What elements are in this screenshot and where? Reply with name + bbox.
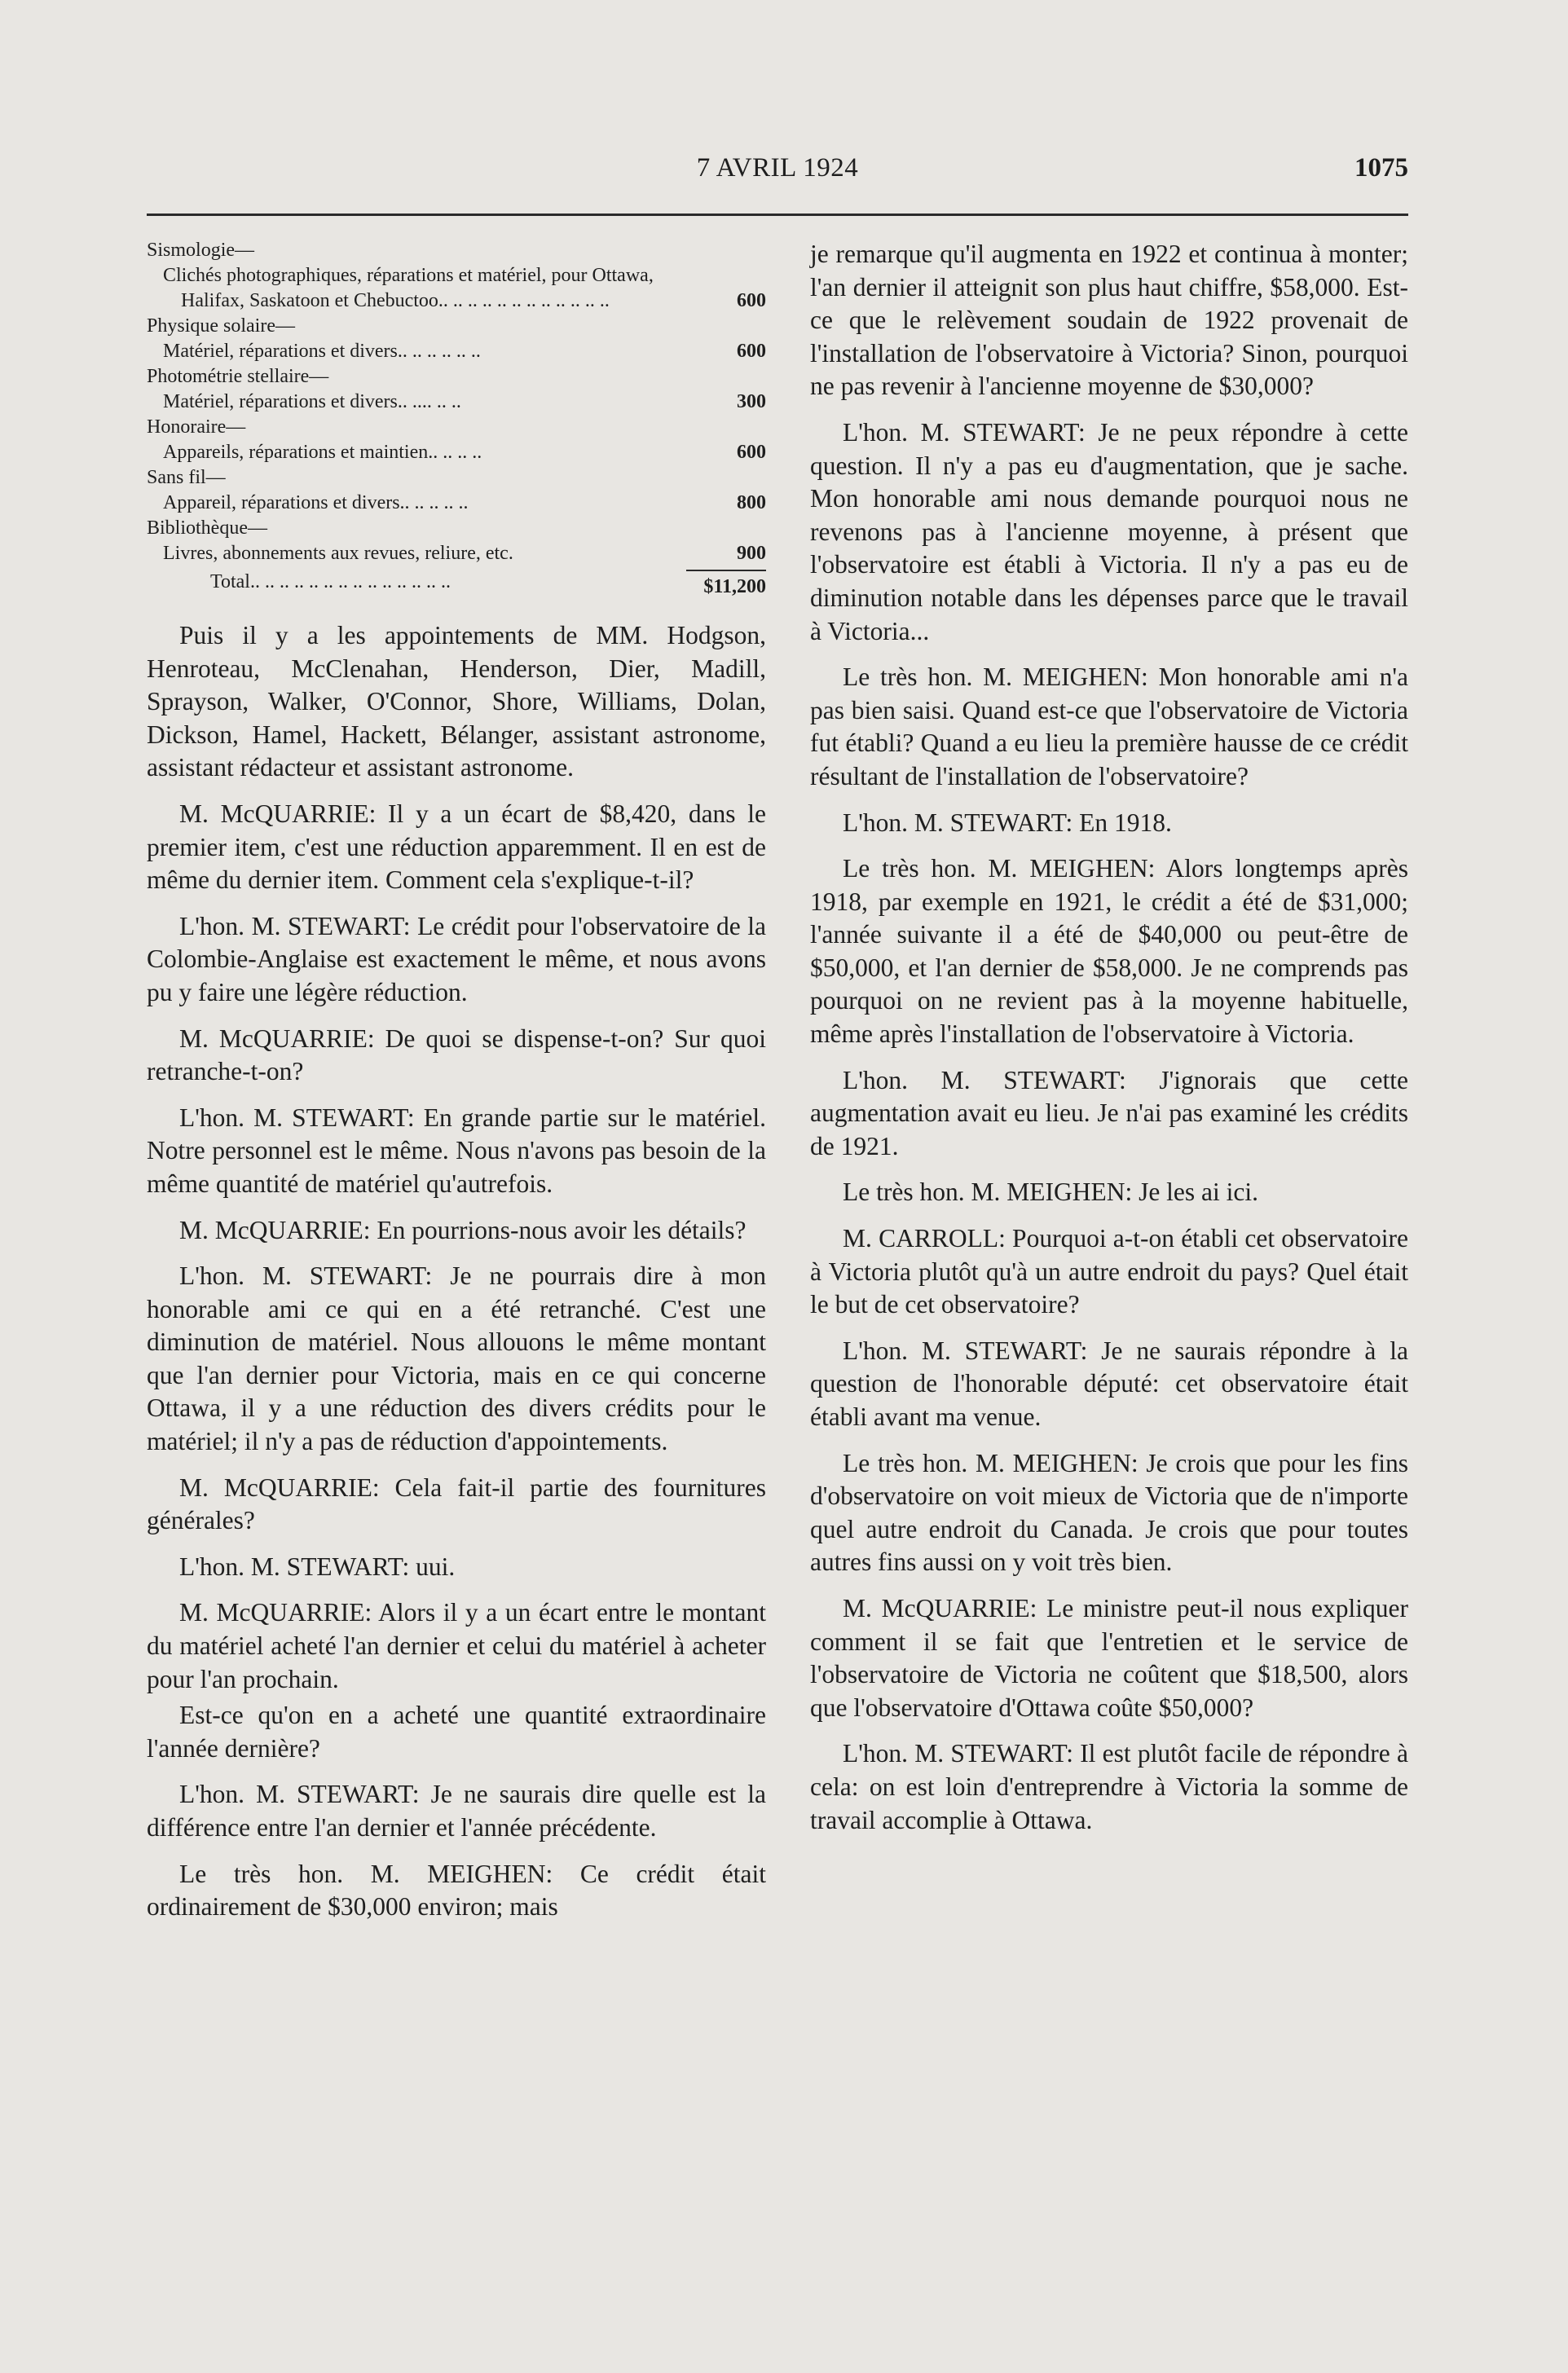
paragraph: Le très hon. M. MEIGHEN: Alors longtemps après 1918, par exemple en 1921, le crédit a été de $31,000; l'année suivante il a été de $40,000 ou peut-être de $50,000, et l'an dernier de $58,000. Je ne comprends pas pourquoi on ne revient pas à la moyenne habituelle, même après l'installation de l'observatoire à Victoria. [810, 854, 1408, 1049]
estimate-row [147, 263, 766, 314]
estimate-category: Physique solaire— [147, 315, 295, 337]
paragraph: L'hon. M. STEWART: uui. [179, 1552, 456, 1581]
estimate-category: Sismologie— [147, 240, 255, 261]
paragraph: Le très hon. M. MEIGHEN: Mon honorable ami n'a pas bien saisi. Quand est-ce que l'observatoire de Victoria fut établi? Quand a eu lieu la première hausse de ce crédit résultant de l'installation de l'observatoire? [810, 663, 1408, 790]
estimate-desc: Matériel, réparations et divers.. .. .. .. .. .. [163, 341, 481, 362]
estimate-block [147, 415, 766, 465]
paragraph: L'hon. M. STEWART: Je ne peux répondre à cette question. Il n'y a pas eu d'augmentation, que je sache. Mon honorable ami nous demande pourquoi nous ne revenons pas à l'ancienne moyenne, à présent que l'observatoire est établi à Victoria. Il n'y a pas eu de diminution notable dans les dépenses parce que le travail à Victoria... [810, 417, 1408, 645]
estimate-desc: Matériel, réparations et divers.. .... .. .. [163, 391, 461, 412]
estimate-block [147, 238, 766, 314]
estimate-desc: Appareils, réparations et maintien.. .. .. .. [163, 442, 482, 463]
paragraph: L'hon. M. STEWART: Le crédit pour l'observatoire de la Colombie-Anglaise est exactement le même, et nous avons pu y faire une légère réduction. [147, 911, 766, 1006]
estimate-amount: 300 [737, 391, 766, 412]
paragraph: M. McQUARRIE: Alors il y a un écart entre le montant du matériel acheté l'an dernier et celui du matériel à acheter pour l'an prochain. [147, 1598, 766, 1693]
estimate-amount: 800 [737, 492, 766, 513]
paragraph: L'hon. M. STEWART: Je ne saurais dire quelle est la différence entre l'an dernier et l'année précédente. [147, 1780, 766, 1842]
page-header [147, 153, 1408, 194]
estimate-row [147, 491, 766, 516]
estimate-category: Sans fil— [147, 467, 226, 488]
estimate-amount: 600 [737, 442, 766, 463]
estimate-amount: 600 [737, 341, 766, 362]
estimate-row [147, 541, 766, 566]
paragraph: L'hon. M. STEWART: Je ne pourrais dire à mon honorable ami ce qui en a été retranché. C'est une diminution de matériel. Nous allouons le même montant que l'an dernier pour Victoria, mais en ce qui concerne Ottawa, il y a une réduction des divers crédits pour le matériel; il n'y a pas de réduction d'appointements. [147, 1261, 766, 1456]
paragraph: L'hon. M. STEWART: J'ignorais que cette augmentation avait eu lieu. Je n'ai pas examiné les crédits de 1921. [810, 1065, 1408, 1160]
estimate-row [147, 390, 766, 415]
estimate-row [147, 440, 766, 465]
estimate-amount: 600 [737, 290, 766, 311]
estimate-category: Honoraire— [147, 416, 246, 438]
estimate-block [147, 516, 766, 566]
paragraph: Est-ce qu'on en a acheté une quantité extraordinaire l'année dernière? [147, 1701, 766, 1763]
paragraph: L'hon. M. STEWART: En 1918. [843, 808, 1172, 837]
page-number: 1075 [1354, 153, 1408, 183]
estimate-category: Bibliothèque— [147, 517, 267, 539]
paragraph: M. CARROLL: Pourquoi a-t-on établi cet observatoire à Victoria plutôt qu'à un autre endroit du pays? Quel était le but de cet observatoire? [810, 1224, 1408, 1319]
paragraph: L'hon. M. STEWART: Il est plutôt facile de répondre à cela: on est loin d'entreprendre à Victoria la somme de travail accomplie à Ottawa. [810, 1739, 1408, 1834]
estimate-total-label: Total.. .. .. .. .. .. .. .. .. .. .. .. .. .. [210, 571, 451, 592]
estimate-total-amount: $11,200 [686, 570, 766, 600]
left-column [147, 238, 766, 1937]
paragraph: Le très hon. M. MEIGHEN: Je les ai ici. [843, 1178, 1259, 1207]
estimate-desc: Livres, abonnements aux revues, reliure, etc. [163, 543, 513, 564]
estimates-table [147, 238, 766, 600]
paragraph: M. McQUARRIE: De quoi se dispense-t-on? Sur quoi retranche-t-on? [147, 1024, 766, 1086]
paragraph: L'hon. M. STEWART: Je ne saurais répondre à la question de l'honorable député: cet observatoire était établi avant ma venue. [810, 1336, 1408, 1431]
estimate-desc: Clichés photographiques, réparations et matériel, pour Ottawa, Halifax, Saskatoon et Chebuctoo.. .. .. .. .. .. .. .. .. .. .. .. [163, 265, 654, 311]
estimate-block [147, 314, 766, 364]
header-rule [147, 214, 1408, 216]
paragraph: Le très hon. M. MEIGHEN: Je crois que pour les fins d'observatoire on voit mieux de Victoria que de n'importe quel autre endroit du Canada. Je crois que pour toutes autres fins aussi on y voit très bien. [810, 1448, 1408, 1577]
paragraph: M. McQUARRIE: Cela fait-il partie des fournitures générales? [147, 1473, 766, 1535]
paragraph: Puis il y a les appointements de MM. Hodgson, Henroteau, McClenahan, Henderson, Dier, Madill, Sprayson, Walker, O'Connor, Shore, Williams, Dolan, Dickson, Hamel, Hackett, Bélanger, assistant astronome, assistant rédacteur et assistant astronome. [147, 621, 766, 782]
paragraph: je remarque qu'il augmenta en 1922 et continua à monter; l'an dernier il atteignit son plus haut chiffre, $58,000. Est-ce que le relèvement soudain de 1922 provenait de l'installation de l'observatoire à Victoria? Sinon, pourquoi ne pas revenir à l'ancienne moyenne de $30,000? [810, 240, 1408, 401]
estimate-block [147, 364, 766, 415]
paragraph: M. McQUARRIE: Il y a un écart de $8,420, dans le premier item, c'est une réduction apparemment. Il en est de même du dernier item. Comment cela s'explique-t-il? [147, 799, 766, 895]
estimate-amount: 900 [737, 543, 766, 564]
page-date: 7 AVRIL 1924 [696, 153, 859, 183]
paragraph: M. McQUARRIE: En pourrions-nous avoir les détails? [179, 1215, 747, 1244]
right-column [810, 238, 1408, 1850]
paragraph: M. McQUARRIE: Le ministre peut-il nous expliquer comment il se fait que l'entretien et le service de l'observatoire de Victoria ne coûtent que $18,500, alors que l'observatoire d'Ottawa coûte $50,000? [810, 1593, 1408, 1722]
estimate-total-row [147, 570, 766, 600]
estimate-desc: Appareil, réparations et divers.. .. .. .. .. [163, 492, 469, 513]
estimate-row [147, 339, 766, 364]
paragraph: L'hon. M. STEWART: En grande partie sur le matériel. Notre personnel est le même. Nous n'avons pas besoin de la même quantité de matériel qu'autrefois. [147, 1103, 766, 1198]
paragraph: Le très hon. M. MEIGHEN: Ce crédit était ordinairement de $30,000 environ; mais [147, 1859, 766, 1922]
estimate-block [147, 465, 766, 516]
estimate-category: Photométrie stellaire— [147, 366, 329, 387]
